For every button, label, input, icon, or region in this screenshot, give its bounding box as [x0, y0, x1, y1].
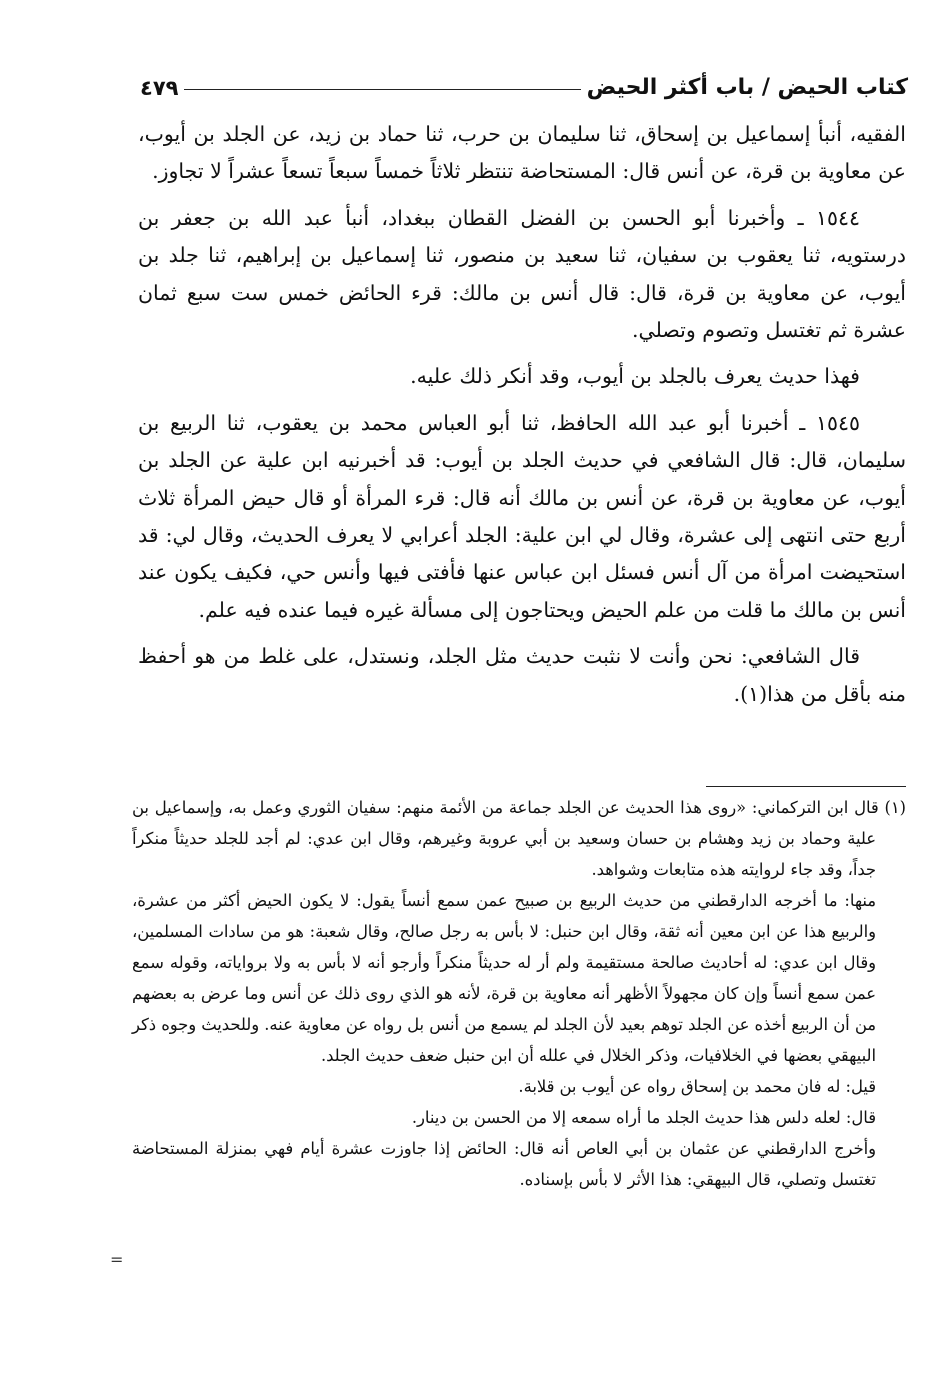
footnote-paragraph: منها: ما أخرجه الدارقطني من حديث الربيع بن صبيح عمن سمع أنساً يقول: لا يكون الحيض أكثر من عشرة، والربيع هذا عن ابن معين أنه ثقة، وقال ابن حنبل: لا بأس به رجل صالح، وقال شعبة: هو من سادات المسلمين، وقال ابن عدي: له أحاديث صالحة مستقيمة ولم أر له حديثاً منكراً وأرجو أنه لا بأس به ولا برواياته، وقوله سمع عمن سمع أنساً وإن كان مجهولاً الأظهر أنه معاوية بن قرة، لأنه هو الذي روى ذلك عن أنس وما عرض به بعضهم من أن الربيع أخذه عن الجلد توهم بعيد لأن الجلد لم يسمع من أنس بل رواه عن معاوية عنه. وللحديث وجوه ذكر البيهقي بعضها في الخلافيات، وذكر الخلال في علله أن ابن حنبل ضعف حديث الجلد.	[132, 891, 876, 1065]
paragraph-hadith-1545: ١٥٤٥ ـ أخبرنا أبو عبد الله الحافظ، ثنا أبو العباس محمد بن يعقوب، ثنا الربيع بن سليمان، قال: قال الشافعي في حديث الجلد بن أيوب: قد أخبرنيه ابن علية عن الجلد بن أيوب، عن معاوية بن قرة، عن أنس بن مالك أنه قال: قرء المرأة أو قال حيض المرأة ثلاث أربع حتى انتهى إلى عشرة، وقال لي ابن علية: الجلد أعرابي لا يعرف الحديث، وقال لي: قد استحيضت امرأة من آل أنس فسئل ابن عباس عنها فأفتى فيها وأنس حي، فكيف يكون عند أنس بن مالك ما قلت من علم الحيض ويحتاجون إلى مسألة غيره فيما عنده فيه علم.	[138, 410, 906, 622]
footnote-1: (١) قال ابن التركماني: «روى هذا الحديث عن الجلد جماعة من الأئمة منهم: سفيان الثوري وعمل به، وإسماعيل بن علية وحماد بن زيد وهشام بن حسان وسعيد بن أبي عروبة وغيرهم، وقال ابن عدي: لم أجد للجلد حديثاً منكراً جداً، وقد جاء لروايته هذه متابعات وشواهد.	[132, 798, 906, 879]
paragraph: قال الشافعي: نحن وأنت لا نثبت حديث مثل الجلد، ونستدل، على غلط من هو أحفظ منه بأقل من هذا(١).	[138, 644, 906, 706]
page-header	[140, 62, 908, 102]
footnote-paragraph: قيل: له فان محمد بن إسحاق رواه عن أيوب بن قلابة.	[518, 1077, 876, 1096]
header-rule	[184, 89, 580, 90]
page-number: ٤٧٩	[140, 76, 179, 100]
paragraph: الفقيه، أنبأ إسماعيل بن إسحاق، ثنا سليمان بن حرب، ثنا حماد بن زيد، عن الجلد بن أيوب، عن معاوية بن قرة، عن أنس قال: المستحاضة تنتظر ثلاثاً خمساً سبعاً تسعاً عشراً لا تجاوز.	[138, 122, 906, 184]
continuation-mark: =	[110, 1250, 124, 1269]
main-text	[138, 116, 906, 722]
footnote-separator	[706, 786, 906, 787]
paragraph: فهذا حديث يعرف بالجلد بن أيوب، وقد أنكر ذلك عليه.	[410, 364, 860, 389]
footnote-paragraph: قال: لعله دلس هذا حديث الجلد ما أراه سمعه إلا من الحسن بن دينار.	[411, 1108, 876, 1127]
footnote-paragraph: وأخرج الدارقطني عن عثمان بن أبي العاص أنه قال: الحائض إذا جاوزت عشرة أيام فهي بمنزلة المستحاضة تغتسل وتصلي، قال البيهقي: هذا الأثر لا بأس بإسناده.	[132, 1139, 876, 1189]
running-title: كتاب الحيض / باب أكثر الحيض	[586, 75, 908, 100]
footnotes	[132, 792, 906, 1195]
paragraph-hadith-1544: ١٥٤٤ ـ وأخبرنا أبو الحسن بن الفضل القطان ببغداد، أنبأ عبد الله بن جعفر بن درستويه، ثنا يعقوب بن سفيان، ثنا سعيد بن منصور، ثنا إسماعيل بن إبراهيم، ثنا جلد بن أيوب، عن معاوية بن قرة، قال: قال أنس بن مالك: قرء الحائض خمس ست سبع ثمان عشرة ثم تغتسل وتصوم وتصلي.	[138, 205, 906, 343]
